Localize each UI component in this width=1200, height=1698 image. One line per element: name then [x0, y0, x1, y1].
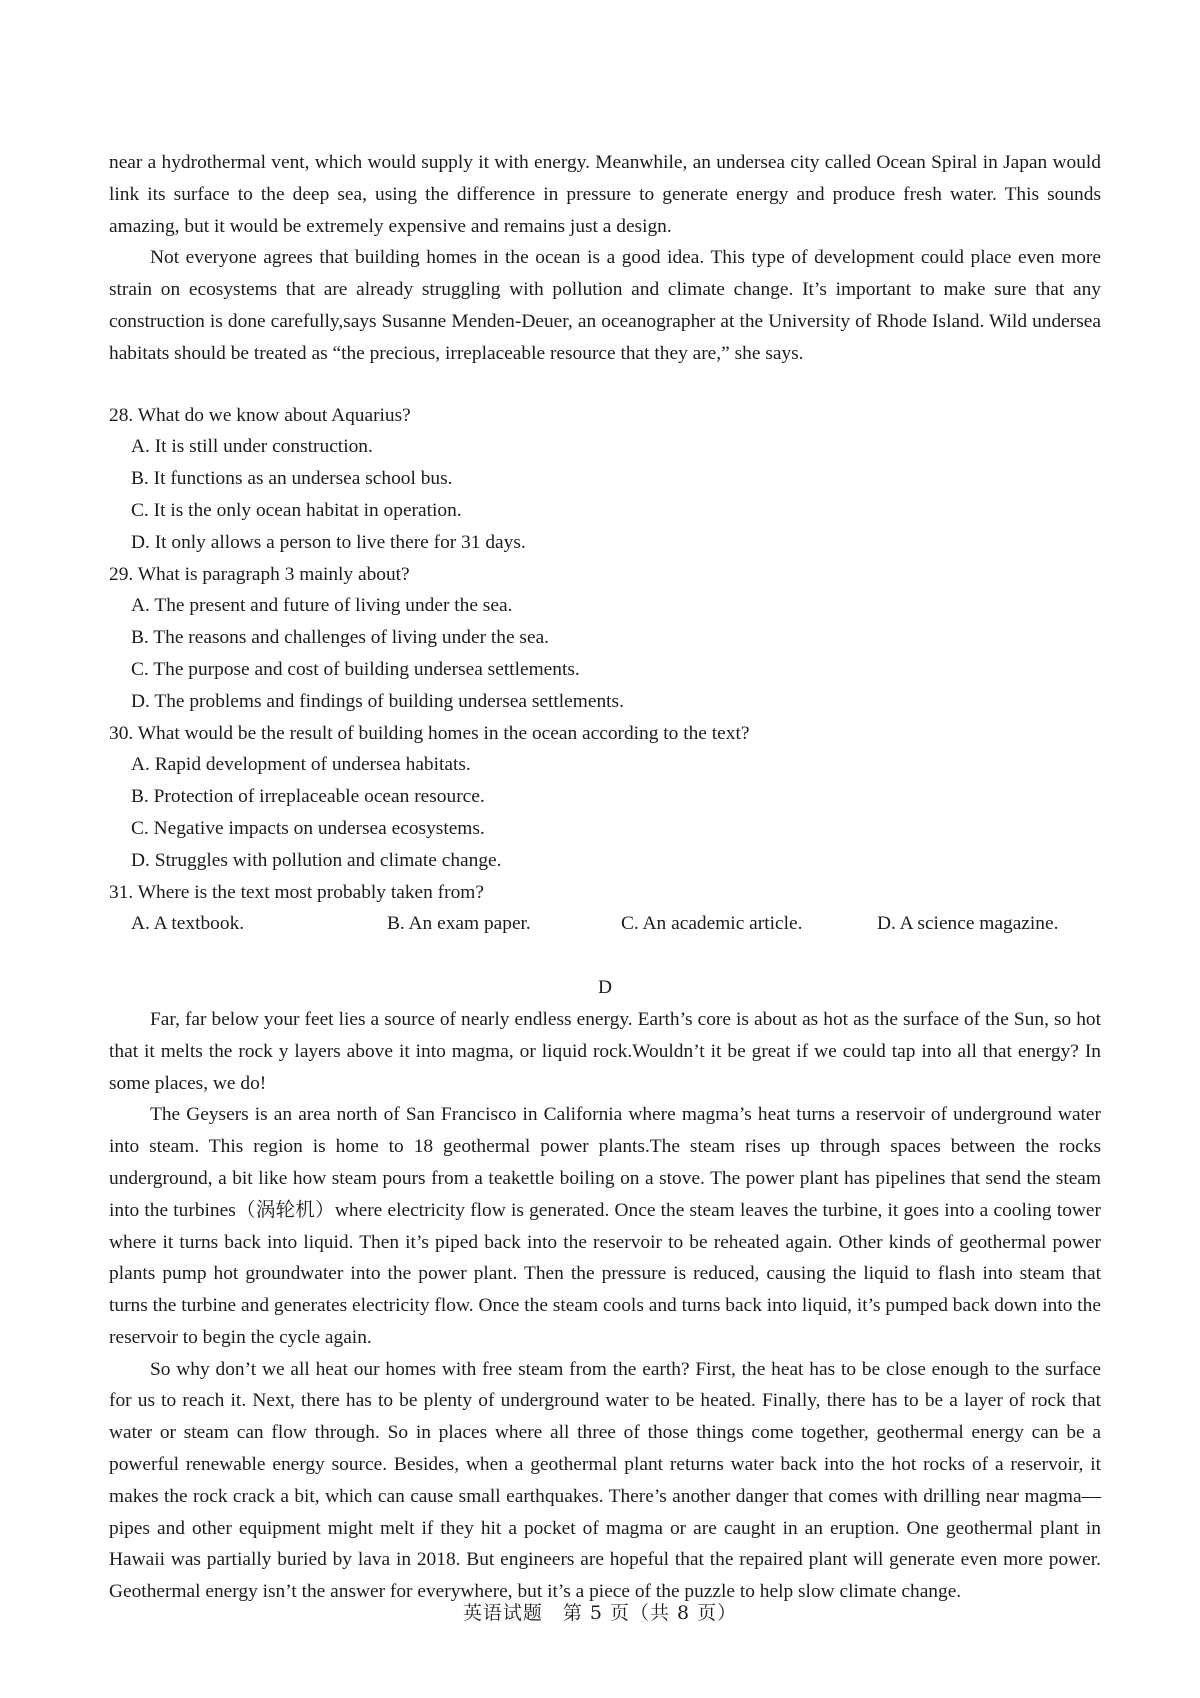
question-stem: 31. Where is the text most probably taken from? [109, 881, 484, 903]
answer-options [109, 908, 1101, 940]
passage-c-paragraph: Not everyone agrees that building homes in the ocean is a good idea. This type of development could place even more strain on ecosystems that are already struggling with pollution and climate change. It’s important to make sure that any construction is done carefully,says Susanne Menden-Deuer, an oceanographer at the University of Rhode Island. Wild undersea habitats should be treated as “the precious, irreplaceable resource that they are,” she says. [109, 247, 1101, 364]
question-stem: 29. What is paragraph 3 mainly about? [109, 563, 410, 585]
question-stem: 30. What would be the result of building homes in the ocean according to the text? [109, 722, 750, 744]
question-28 [109, 400, 1101, 559]
section-heading: D [597, 977, 612, 999]
question-stem: 28. What do we know about Aquarius? [109, 404, 411, 426]
option-b: B. An exam paper. [387, 913, 531, 935]
question-29 [109, 559, 1101, 718]
option-d: D. It only allows a person to live there for 31 days. [131, 531, 526, 553]
option-c: C. The purpose and cost of building undersea settlements. [131, 658, 580, 680]
exam-page [109, 147, 1101, 1608]
option-d: D. Struggles with pollution and climate change. [131, 849, 502, 871]
option-d: D. The problems and findings of building undersea settlements. [131, 690, 624, 712]
option-a: A. It is still under construction. [131, 436, 373, 458]
option-b: B. Protection of irreplaceable ocean resource. [131, 786, 485, 808]
page-footer: 英语试题 第 5 页（共 8 页） [462, 1602, 738, 1624]
option-d: D. A science magazine. [877, 913, 1059, 935]
option-b: B. The reasons and challenges of living under the sea. [131, 627, 550, 649]
question-30 [109, 718, 1101, 877]
question-31 [109, 877, 1101, 941]
option-b: B. It functions as an undersea school bus. [131, 468, 453, 490]
passage-c-paragraph: near a hydrothermal vent, which would supply it with energy. Meanwhile, an undersea city called Ocean Spiral in Japan would link its surface to the deep sea, using the difference in pressure to generate energy and produce fresh water. This sounds amazing, but it would be extremely expensive and remains just a design. [109, 152, 1101, 237]
option-c: C. It is the only ocean habitat in operation. [131, 499, 462, 521]
answer-options [109, 749, 1101, 876]
answer-options [109, 590, 1101, 717]
passage-d-paragraph: Far, far below your feet lies a source of nearly endless energy. Earth’s core is about as hot as the surface of the Sun, so hot that it melts the rock y layers above it into magma, or liquid rock.Wouldn’t it be great if we could tap into all that energy? In some places, we do! [109, 1008, 1101, 1094]
option-c: C. Negative impacts on undersea ecosystems. [131, 817, 485, 839]
option-a: A. Rapid development of undersea habitats. [131, 754, 471, 776]
option-c: C. An academic article. [621, 913, 803, 935]
option-a: A. A textbook. [131, 913, 245, 935]
passage-d-paragraph: So why don’t we all heat our homes with free steam from the earth? First, the heat has to be close enough to the surface for us to reach it. Next, there has to be plenty of underground water to be heated. Finally, there has to be a layer of rock that water or steam can flow through. So in places where all three of those things come together, geothermal energy can be a powerful renewable energy source. Besides, when a geothermal plant returns water back into the hot rocks of a reservoir, it makes the rock crack a bit, which can cause small earthquakes. There’s another danger that comes with drilling near magma—pipes and other equipment might melt if they hit a pocket of magma or are caught in an eruption. One geothermal plant in Hawaii was partially buried by lava in 2018. But engineers are hopeful that the repaired plant will generate even more power. Geothermal energy isn’t the answer for everywhere, but it’s a piece of the puzzle to help slow climate change. [109, 1358, 1101, 1603]
passage-d-paragraph: The Geysers is an area north of San Francisco in California where magma’s heat turns a reservoir of underground water into steam. This region is home to 18 geothermal power plants.The steam rises up through spaces between the rocks underground, a bit like how steam pours from a teakettle boiling on a stove. The power plant has pipelines that send the steam into the turbines（涡轮机）where electricity flow is generated. Once the steam leaves the turbine, it goes into a cooling tower where it turns back into liquid. Then it’s piped back into the reservoir to be reheated again. Other kinds of geothermal power plants pump hot groundwater into the power plant. Then the pressure is reduced, causing the liquid to flash into steam that turns the turbine and generates electricity flow. Once the steam cools and turns back into liquid, it’s pumped back down into the reservoir to begin the cycle again. [109, 1104, 1101, 1348]
option-a: A. The present and future of living under the sea. [131, 595, 513, 617]
answer-options [109, 431, 1101, 558]
